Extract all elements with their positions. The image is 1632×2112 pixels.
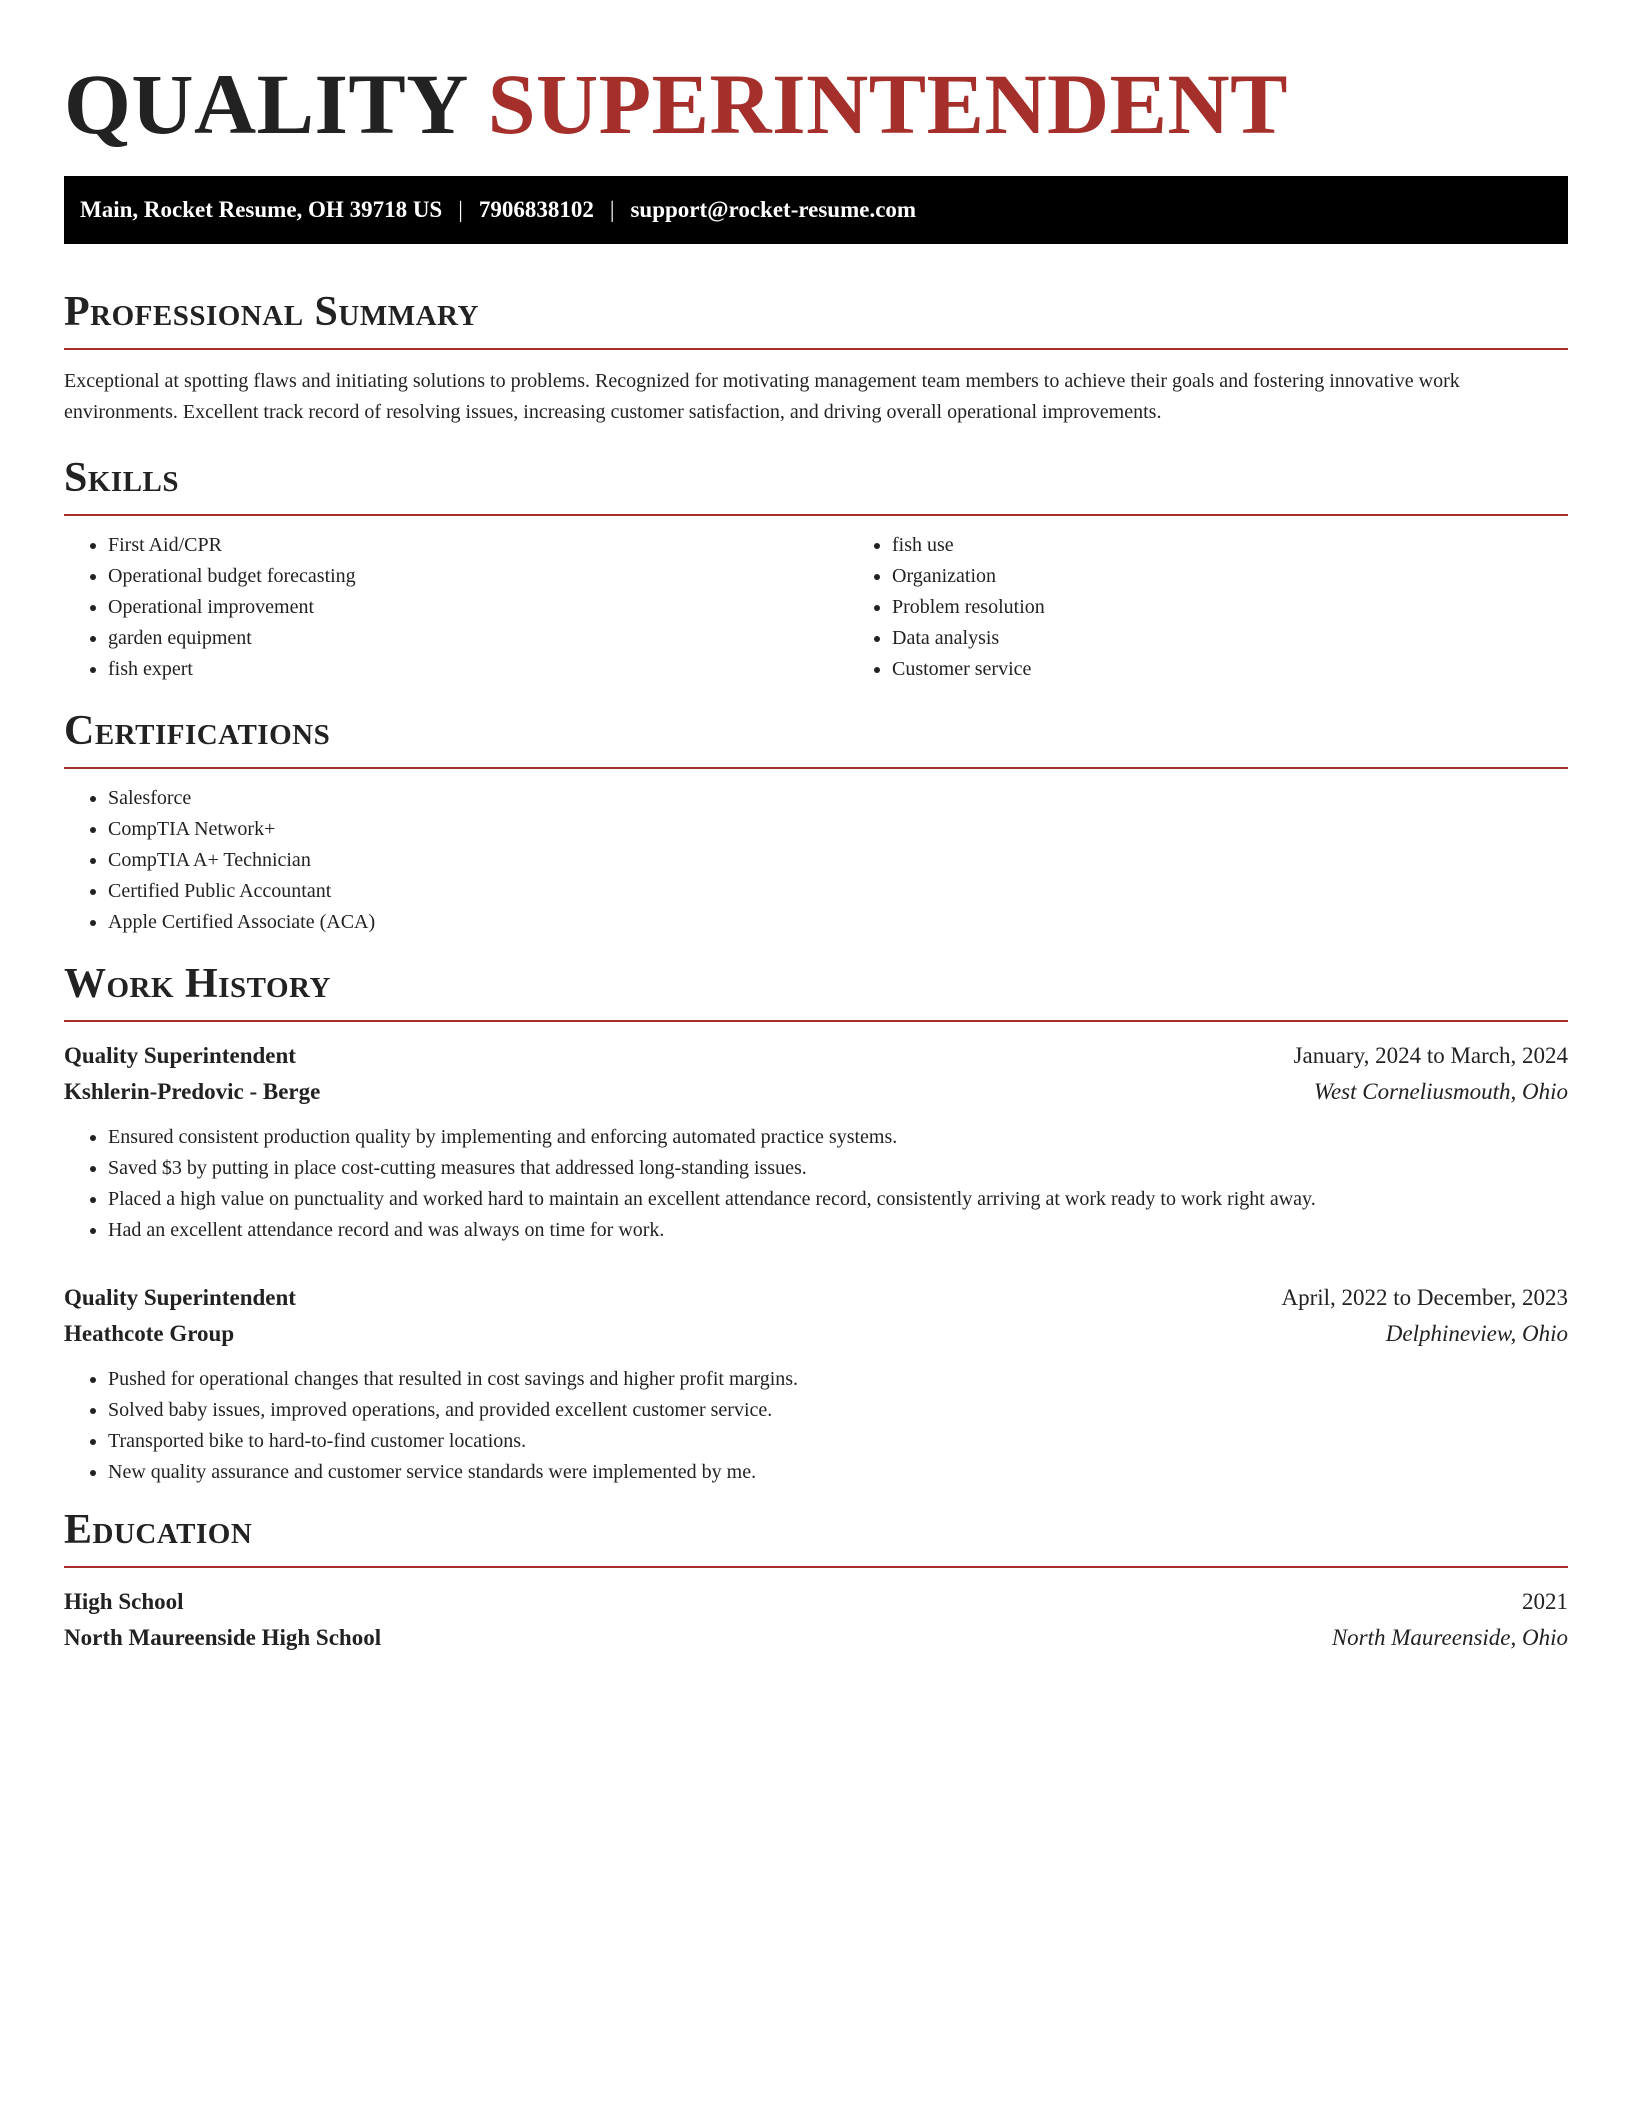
job-company-row xyxy=(64,1074,1568,1110)
education-school-row xyxy=(64,1620,1568,1656)
contact-email: support@rocket-resume.com xyxy=(630,197,917,222)
education-entry xyxy=(64,1584,1568,1656)
contact-separator: | xyxy=(458,197,463,222)
job-company: Heathcote Group xyxy=(64,1321,235,1346)
job-bullet: • Saved $3 by putting in place cost-cutting measures that addressed long-standing issues. xyxy=(108,1153,1568,1184)
summary-section xyxy=(64,286,1568,428)
contact-phone: 7906838102 xyxy=(478,197,594,222)
job-location: Delphineview, Ohio xyxy=(1385,1321,1568,1346)
education-heading: Education xyxy=(64,1504,1568,1568)
certification-item: • CompTIA A+ Technician xyxy=(108,845,1568,876)
contact-address: Main, Rocket Resume, OH 39718 US xyxy=(80,197,443,222)
job-entry xyxy=(64,1038,1568,1246)
resume-title xyxy=(64,54,1568,154)
skill-item: • garden equipment xyxy=(108,623,848,654)
skill-item: • Operational budget forecasting xyxy=(108,561,848,592)
skills-heading: Skills xyxy=(64,452,1568,516)
work-history-heading: Work History xyxy=(64,958,1568,1022)
certification-item: • Salesforce xyxy=(108,783,1568,814)
job-title: Quality Superintendent xyxy=(64,1285,296,1310)
job-bullet: • Pushed for operational changes that resulted in cost savings and higher profit margins. xyxy=(108,1364,1568,1395)
job-bullet: • Transported bike to hard-to-find customer locations. xyxy=(108,1426,1568,1457)
education-location: North Maureenside, Ohio xyxy=(1331,1625,1568,1650)
summary-heading: Professional Summary xyxy=(64,286,1568,350)
job-company-row xyxy=(64,1316,1568,1352)
skill-item: • First Aid/CPR xyxy=(108,530,848,561)
job-bullets xyxy=(64,1122,1568,1246)
skill-item: • Organization xyxy=(892,561,1632,592)
job-location: West Corneliusmouth, Ohio xyxy=(1313,1079,1568,1104)
education-year: 2021 xyxy=(1522,1589,1568,1614)
education-degree-row xyxy=(64,1584,1568,1620)
skills-section xyxy=(64,452,1568,685)
job-bullet: • Had an excellent attendance record and was always on time for work. xyxy=(108,1215,1568,1246)
certifications-section xyxy=(64,705,1568,938)
skill-item: • Problem resolution xyxy=(892,592,1632,623)
certification-item: • Apple Certified Associate (ACA) xyxy=(108,907,1568,938)
job-bullet: • Ensured consistent production quality by implementing and enforcing automated practice systems. xyxy=(108,1122,1568,1153)
skill-item: • Customer service xyxy=(892,654,1632,685)
job-entry xyxy=(64,1280,1568,1488)
skill-item: • fish use xyxy=(892,530,1632,561)
title-first-word: QUALITY xyxy=(64,56,466,152)
education-school: North Maureenside High School xyxy=(64,1625,382,1650)
job-company: Kshlerin-Predovic - Berge xyxy=(64,1079,321,1104)
title-second-word: SUPERINTENDENT xyxy=(487,56,1288,152)
skills-list-left xyxy=(64,530,848,685)
skill-item: • Data analysis xyxy=(892,623,1632,654)
certification-item: • CompTIA Network+ xyxy=(108,814,1568,845)
job-bullets xyxy=(64,1364,1568,1488)
job-title-row xyxy=(64,1038,1568,1074)
job-dates: April, 2022 to December, 2023 xyxy=(1281,1285,1568,1310)
job-bullet: • Solved baby issues, improved operations, and provided excellent customer service. xyxy=(108,1395,1568,1426)
job-title-row xyxy=(64,1280,1568,1316)
job-title: Quality Superintendent xyxy=(64,1043,296,1068)
job-bullet: • Placed a high value on punctuality and worked hard to maintain an excellent attendance record, consistently arriving at work ready to work right away. xyxy=(108,1184,1568,1215)
certifications-heading: Certifications xyxy=(64,705,1568,769)
contact-separator: | xyxy=(609,197,615,222)
work-history-section xyxy=(64,958,1568,1488)
certifications-list xyxy=(64,783,1568,938)
skill-item: • Operational improvement xyxy=(108,592,848,623)
skill-item: • fish expert xyxy=(108,654,848,685)
skills-list-right xyxy=(848,530,1632,685)
certification-item: • Certified Public Accountant xyxy=(108,876,1568,907)
job-bullet: • New quality assurance and customer service standards were implemented by me. xyxy=(108,1457,1568,1488)
education-degree: High School xyxy=(64,1589,184,1614)
skills-grid xyxy=(64,516,1568,685)
job-dates: January, 2024 to March, 2024 xyxy=(1293,1043,1568,1068)
summary-text: Exceptional at spotting flaws and initiating solutions to problems. Recognized for motivating management team members to achieve their goals and fostering innovative work environments. Excellent track record of resolving issues, increasing customer satisfaction, and driving overall operational improvements. xyxy=(64,370,1460,423)
contact-bar xyxy=(64,176,1568,244)
education-section xyxy=(64,1504,1568,1656)
